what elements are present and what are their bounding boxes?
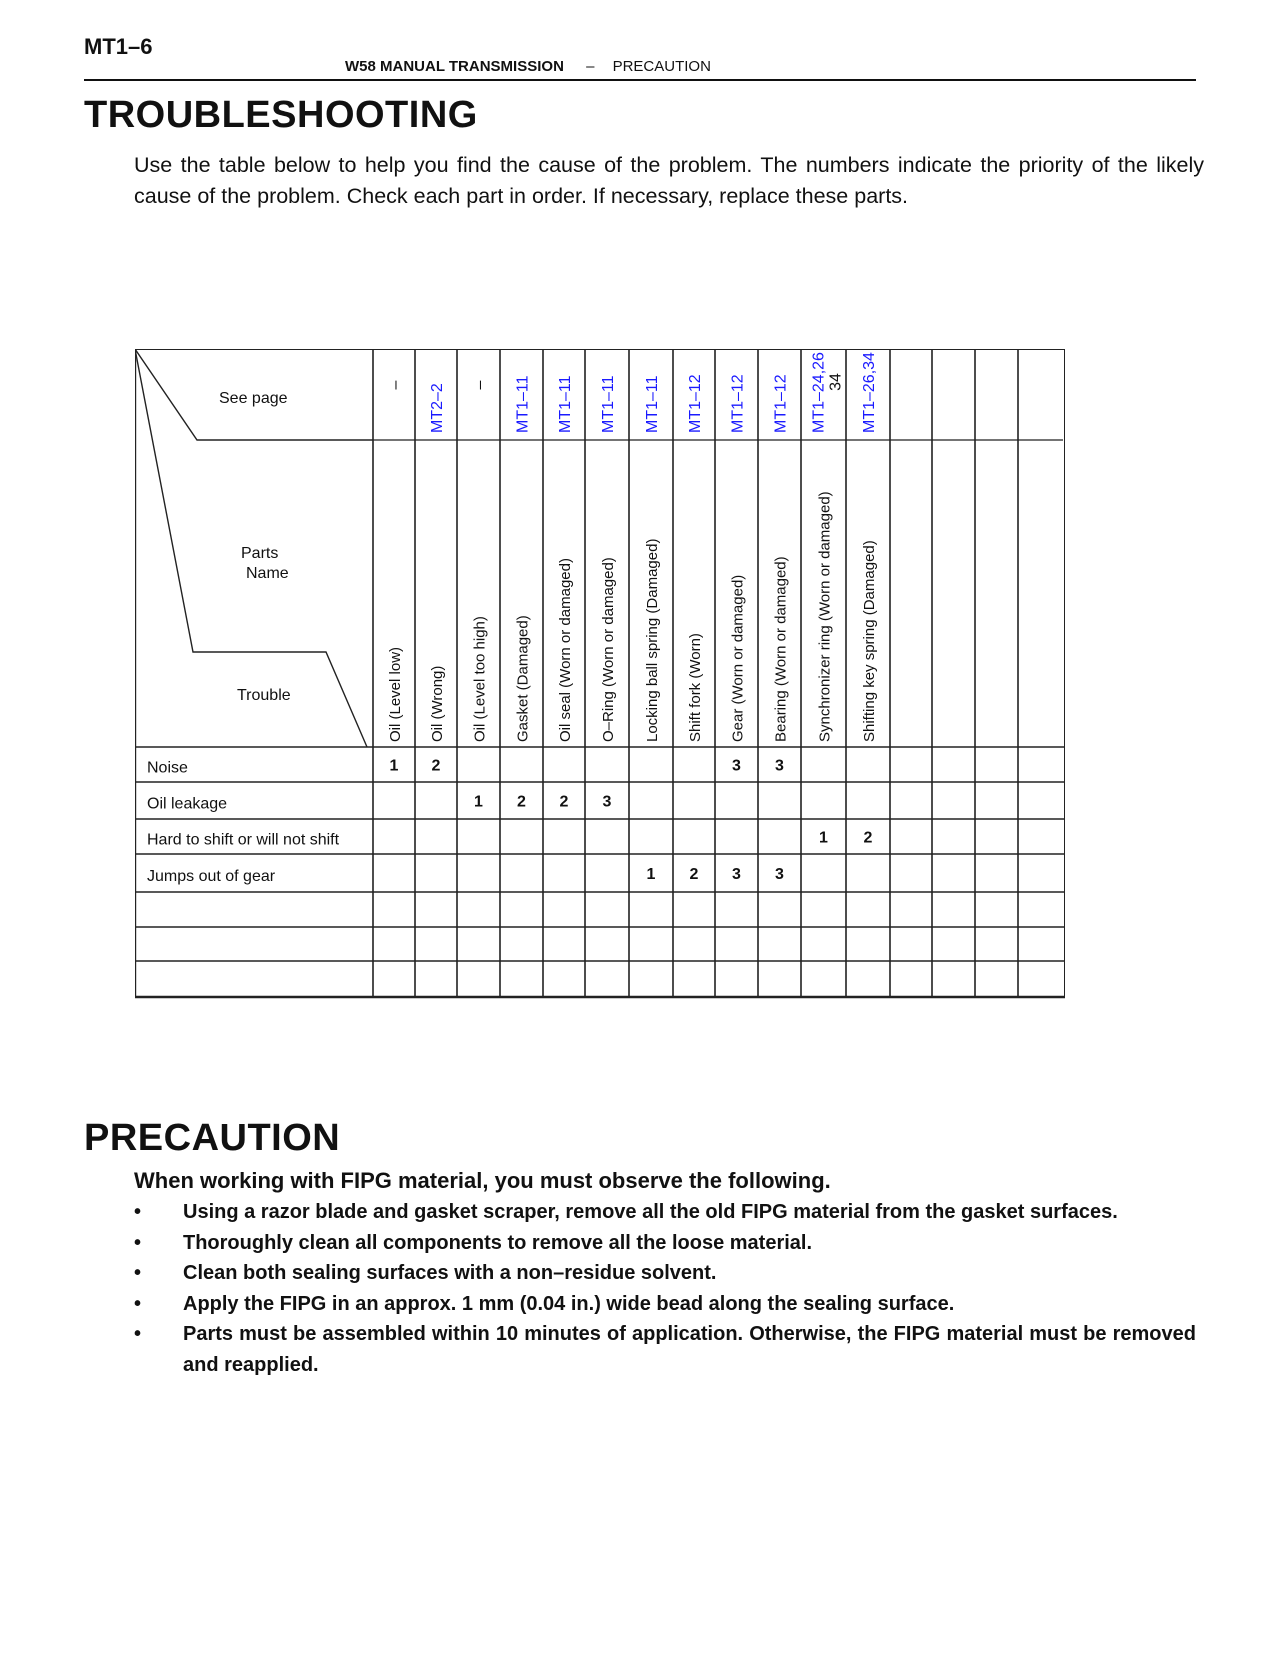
running-head-dash: – — [586, 58, 595, 75]
priority-value: 3 — [602, 793, 612, 811]
running-head-section: PRECAUTION — [612, 58, 711, 75]
column-page-ref: MT1–26,34 — [861, 352, 878, 433]
column-part-name: Synchronizer ring (Worn or damaged) — [816, 491, 834, 742]
precaution-text: Thoroughly clean all components to remove all the loose material. — [183, 1231, 813, 1254]
column-page-ref: MT2–2 — [429, 383, 446, 433]
column-page-ref-line2: 34 — [827, 373, 845, 391]
priority-value: 3 — [732, 757, 741, 775]
priority-value: 2 — [517, 793, 526, 811]
column-page-ref: – — [387, 380, 404, 390]
priority-value: 1 — [474, 793, 483, 811]
troubleshooting-table — [135, 349, 1065, 1000]
precaution-item — [134, 1289, 1196, 1320]
priority-value: 3 — [775, 866, 784, 883]
priority-value: 1 — [819, 829, 828, 847]
bullet-icon: • — [134, 1323, 142, 1345]
column-part-name: Locking ball spring (Damaged) — [644, 538, 661, 742]
priority-value: 3 — [732, 866, 741, 883]
bullet-icon: • — [134, 1292, 142, 1315]
precaution-item — [134, 1258, 1196, 1289]
column-part-name: Gasket (Damaged) — [514, 615, 532, 742]
column-part-name: Oil (Level low) — [387, 646, 404, 742]
column-page-ref: MT1–11 — [644, 375, 661, 433]
header-name-label: Name — [246, 565, 289, 582]
running-head — [345, 58, 711, 75]
troubleshooting-title: TROUBLESHOOTING — [84, 94, 478, 136]
column-part-name: Oil (Wrong) — [429, 665, 446, 742]
priority-value: 2 — [431, 757, 441, 775]
column-page-ref: MT1–12 — [729, 374, 747, 433]
row-trouble-label: Oil leakage — [147, 795, 228, 813]
column-part-name: Oil seal (Worn or damaged) — [557, 558, 574, 742]
bullet-icon: • — [134, 1201, 142, 1223]
priority-value: 2 — [689, 866, 699, 883]
priority-value: 2 — [559, 793, 569, 811]
bullet-icon: • — [134, 1231, 142, 1254]
precaution-text: Clean both sealing surfaces with a non–residue solvent. — [183, 1262, 717, 1284]
column-page-ref: MT1–11 — [557, 375, 574, 433]
precaution-lead: When working with FIPG material, you must observe the following. — [134, 1168, 831, 1193]
column-part-name: Bearing (Worn or damaged) — [772, 556, 790, 742]
precaution-item — [134, 1197, 1196, 1228]
precaution-item — [134, 1319, 1196, 1380]
column-part-name: Oil (Level too high) — [471, 616, 489, 742]
bullet-icon: • — [134, 1262, 142, 1284]
column-part-name: Shifting key spring (Damaged) — [861, 540, 878, 742]
header-parts-label: Parts — [241, 545, 279, 562]
troubleshooting-intro: Use the table below to help you find the cause of the problem. The numbers indicate the priority of the likely cause of the problem. Check each part in order. If necessary, replace these parts. — [134, 153, 1204, 208]
precaution-title: PRECAUTION — [84, 1117, 341, 1159]
priority-value: 2 — [863, 829, 873, 847]
row-trouble-label: Hard to shift or will not shift — [147, 831, 340, 849]
column-page-ref: MT1–12 — [687, 374, 704, 433]
column-page-ref: – — [471, 380, 489, 390]
header-see-page-label: See page — [219, 390, 288, 407]
row-trouble-label: Jumps out of gear — [147, 868, 276, 885]
precaution-text: Parts must be assembled within 10 minutes of application. Otherwise, the FIPG material must be removed and reapplied. — [183, 1323, 1196, 1376]
running-head-title: W58 MANUAL TRANSMISSION — [345, 58, 564, 75]
column-page-ref: MT1–12 — [772, 374, 790, 433]
troubleshooting-matrix — [135, 349, 1065, 1000]
page-number: MT1–6 — [84, 34, 153, 59]
column-page-ref: MT1–24,26 — [810, 352, 828, 433]
header-rule — [84, 79, 1196, 81]
column-part-name: O–Ring (Worn or damaged) — [600, 557, 617, 742]
row-trouble-label: Noise — [147, 759, 188, 777]
column-part-name: Gear (Worn or damaged) — [729, 574, 747, 742]
precaution-text: Apply the FIPG in an approx. 1 mm (0.04 in.) wide bead along the sealing surface. — [183, 1292, 955, 1315]
priority-value: 3 — [775, 757, 784, 775]
priority-value: 1 — [389, 757, 399, 775]
precaution-text: Using a razor blade and gasket scraper, remove all the old FIPG material from the gasket surfaces. — [183, 1201, 1118, 1223]
priority-value: 1 — [646, 866, 656, 883]
precaution-item — [134, 1228, 1196, 1259]
header-trouble-label: Trouble — [237, 687, 291, 704]
precaution-list — [134, 1197, 1196, 1380]
column-page-ref: MT1–11 — [600, 375, 617, 433]
column-page-ref: MT1–11 — [514, 375, 532, 433]
column-part-name: Shift fork (Worn) — [687, 633, 704, 742]
